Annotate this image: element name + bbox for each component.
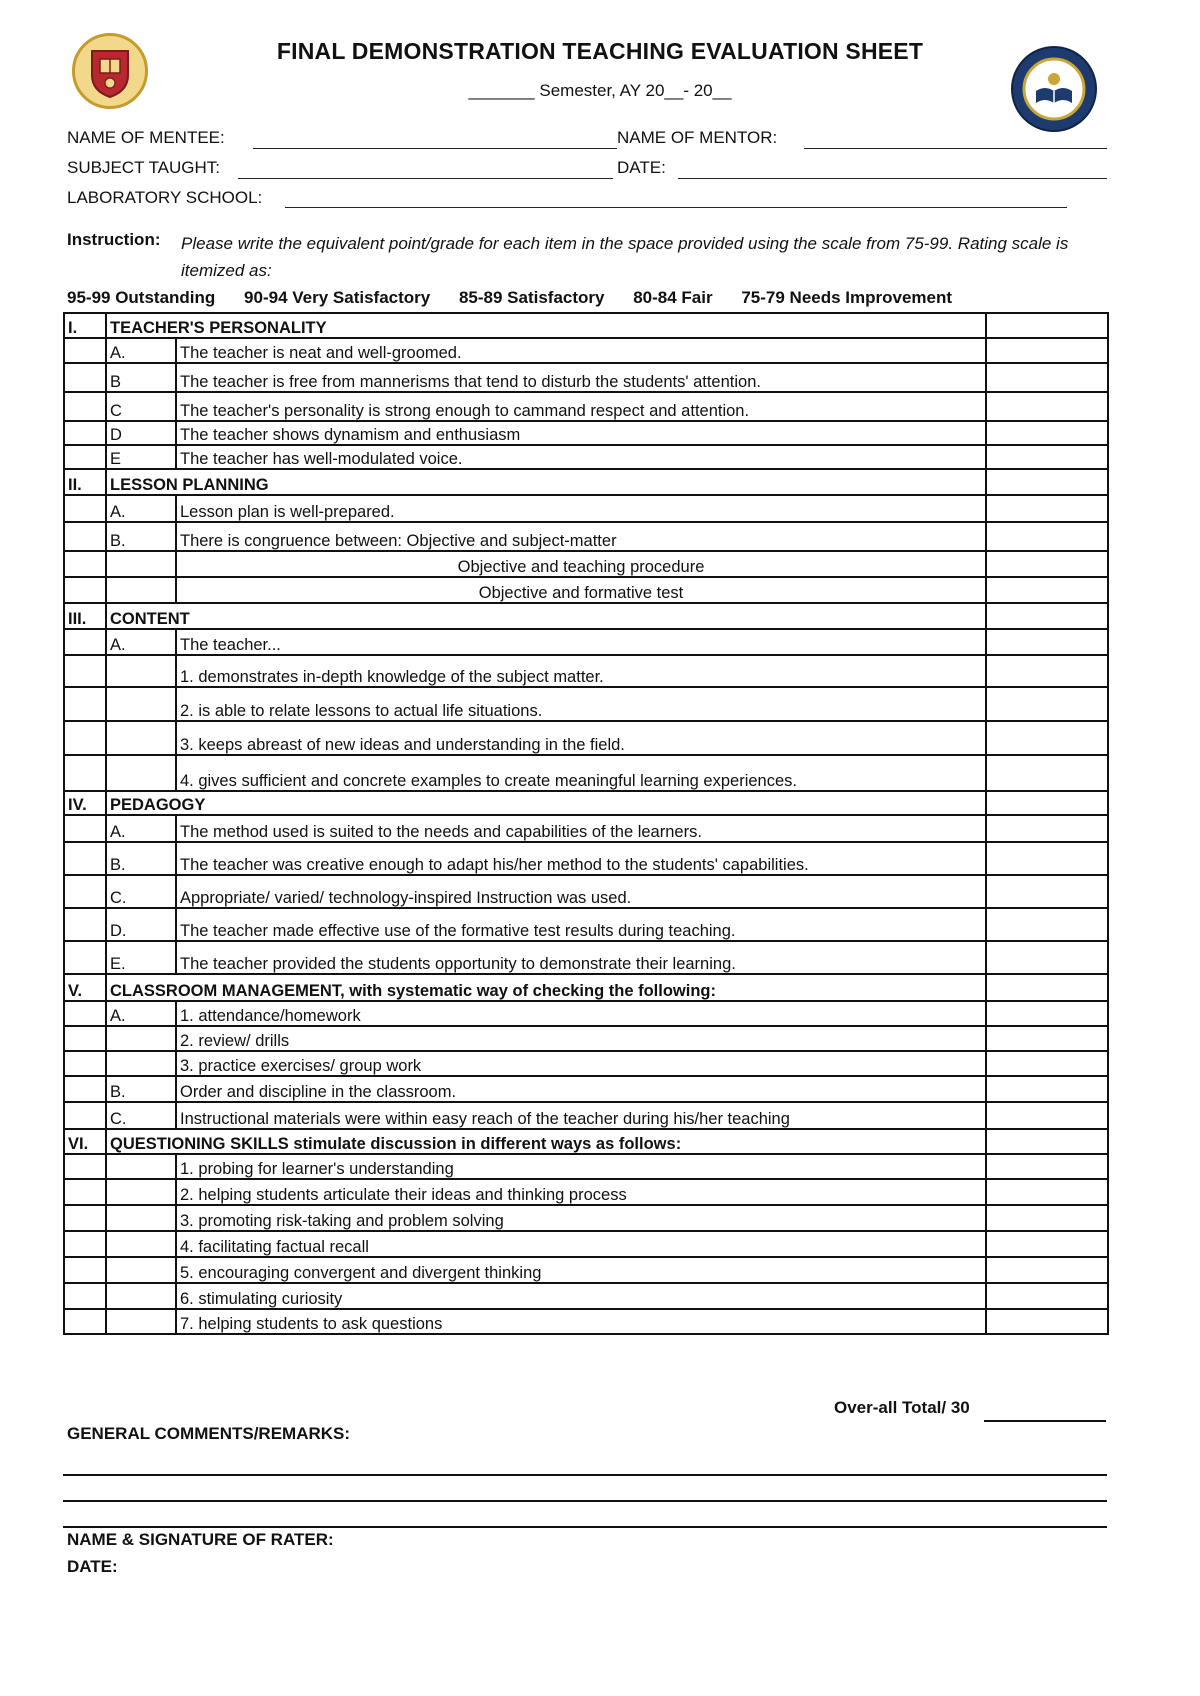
rating-cell[interactable] [986, 421, 1108, 445]
section-number [64, 815, 106, 842]
criterion-text: Instructional materials were within easy reach of the teacher during his/her teaching [176, 1102, 986, 1129]
rating-cell[interactable] [986, 445, 1108, 469]
section-number [64, 1179, 106, 1205]
item-letter: B. [106, 842, 176, 875]
criterion-text: 1. demonstrates in-depth knowledge of the subject matter. [176, 655, 986, 687]
section-number [64, 1051, 106, 1076]
section-number [64, 1309, 106, 1334]
rater-label: NAME & SIGNATURE OF RATER: [67, 1530, 334, 1549]
table-row [64, 1026, 1108, 1051]
comments-line-1[interactable] [63, 1474, 1107, 1476]
item-letter: E. [106, 941, 176, 974]
section-number: I. [64, 313, 106, 338]
item-letter: A. [106, 338, 176, 363]
rating-cell[interactable] [986, 941, 1108, 974]
criterion-text: 1. attendance/homework [176, 1001, 986, 1026]
rating-cell[interactable] [986, 469, 1108, 495]
table-row [64, 1283, 1108, 1309]
section-number [64, 1283, 106, 1309]
instruction-text: Please write the equivalent point/grade for each item in the space provided using the scale from 75-99. Rating scale is itemized as: [181, 234, 1069, 280]
rating-cell[interactable] [986, 363, 1108, 392]
scale-very-satisfactory: 90-94 Very Satisfactory [244, 288, 431, 307]
comments-label: GENERAL COMMENTS/REMARKS: [67, 1424, 351, 1443]
table-row [64, 1231, 1108, 1257]
section-number [64, 842, 106, 875]
criterion-text: The teacher's personality is strong enough to cammand respect and attention. [176, 392, 986, 421]
section-number [64, 721, 106, 755]
item-letter: C. [106, 1102, 176, 1129]
item-letter [106, 1231, 176, 1257]
section-number [64, 1026, 106, 1051]
rating-cell[interactable] [986, 791, 1108, 815]
criterion-text: 2. helping students articulate their ideas and thinking process [176, 1179, 986, 1205]
rating-cell[interactable] [986, 1102, 1108, 1129]
date-field[interactable] [678, 178, 1107, 179]
table-row [64, 687, 1108, 721]
criterion-text: There is congruence between: Objective and subject-matter [176, 522, 986, 551]
table-row [64, 522, 1108, 551]
rating-scale [67, 288, 976, 308]
section-number [64, 1205, 106, 1231]
section-number [64, 687, 106, 721]
item-letter: C [106, 392, 176, 421]
section-number [64, 655, 106, 687]
criterion-text: Objective and formative test [176, 577, 986, 603]
rating-cell[interactable] [986, 974, 1108, 1001]
item-letter: B. [106, 522, 176, 551]
subject-field[interactable] [238, 178, 613, 179]
mentor-label: NAME OF MENTOR: [617, 128, 778, 147]
criterion-text: The teacher shows dynamism and enthusiasm [176, 421, 986, 445]
criterion-text: 4. facilitating factual recall [176, 1231, 986, 1257]
item-letter [106, 1026, 176, 1051]
item-letter: B [106, 363, 176, 392]
section-heading: CONTENT [106, 603, 986, 629]
section-number: III. [64, 603, 106, 629]
item-letter [106, 1154, 176, 1179]
table-row [64, 577, 1108, 603]
section-number [64, 1076, 106, 1102]
criterion-text: Objective and teaching procedure [176, 551, 986, 577]
criterion-text: The method used is suited to the needs and capabilities of the learners. [176, 815, 986, 842]
table-row [64, 338, 1108, 363]
item-letter [106, 1179, 176, 1205]
table-row [64, 1179, 1108, 1205]
table-row [64, 551, 1108, 577]
table-row [64, 469, 1108, 495]
section-number [64, 577, 106, 603]
table-row [64, 1309, 1108, 1334]
criterion-text: 1. probing for learner's understanding [176, 1154, 986, 1179]
comments-line-2[interactable] [63, 1500, 1107, 1502]
evaluation-table [63, 312, 1109, 1335]
table-row [64, 313, 1108, 338]
section-heading: CLASSROOM MANAGEMENT, with systematic way of checking the following: [106, 974, 986, 1001]
item-letter [106, 551, 176, 577]
table-row [64, 908, 1108, 941]
overall-total-label: Over-all Total/ 30 [834, 1398, 970, 1417]
table-row [64, 875, 1108, 908]
item-letter: A. [106, 495, 176, 522]
criterion-text: The teacher provided the students opportunity to demonstrate their learning. [176, 941, 986, 974]
section-number [64, 908, 106, 941]
section-heading: PEDAGOGY [106, 791, 986, 815]
table-row [64, 445, 1108, 469]
table-row [64, 1154, 1108, 1179]
section-number [64, 629, 106, 655]
section-number [64, 495, 106, 522]
section-number [64, 338, 106, 363]
section-number [64, 1001, 106, 1026]
table-row [64, 842, 1108, 875]
table-row [64, 1001, 1108, 1026]
table-row [64, 495, 1108, 522]
table-row [64, 1257, 1108, 1283]
rating-cell[interactable] [986, 1129, 1108, 1154]
rating-cell[interactable] [986, 577, 1108, 603]
school-field[interactable] [285, 207, 1067, 208]
item-letter: A. [106, 815, 176, 842]
criterion-text: The teacher made effective use of the formative test results during teaching. [176, 908, 986, 941]
item-letter: A. [106, 629, 176, 655]
rating-cell[interactable] [986, 815, 1108, 842]
mentee-field[interactable] [253, 148, 617, 149]
criterion-text: 7. helping students to ask questions [176, 1309, 986, 1334]
item-letter [106, 655, 176, 687]
section-number [64, 1102, 106, 1129]
section-number [64, 875, 106, 908]
section-number [64, 1154, 106, 1179]
section-number: VI. [64, 1129, 106, 1154]
rating-cell[interactable] [986, 1309, 1108, 1334]
item-letter [106, 721, 176, 755]
criterion-text: 5. encouraging convergent and divergent thinking [176, 1257, 986, 1283]
rating-cell[interactable] [986, 655, 1108, 687]
section-number [64, 421, 106, 445]
item-letter [106, 1283, 176, 1309]
table-row [64, 791, 1108, 815]
school-label: LABORATORY SCHOOL: [67, 188, 263, 207]
table-row [64, 421, 1108, 445]
rating-cell[interactable] [986, 551, 1108, 577]
mentor-field[interactable] [804, 148, 1107, 149]
table-row [64, 815, 1108, 842]
rating-cell[interactable] [986, 313, 1108, 338]
criterion-text: 3. keeps abreast of new ideas and understanding in the field. [176, 721, 986, 755]
item-letter: E [106, 445, 176, 469]
rating-cell[interactable] [986, 842, 1108, 875]
section-number: II. [64, 469, 106, 495]
section-heading: QUESTIONING SKILLS stimulate discussion in different ways as follows: [106, 1129, 986, 1154]
item-letter [106, 1309, 176, 1334]
table-row [64, 974, 1108, 1001]
section-number: V. [64, 974, 106, 1001]
table-row [64, 363, 1108, 392]
overall-total-field[interactable] [984, 1420, 1106, 1422]
criterion-text: The teacher is neat and well-groomed. [176, 338, 986, 363]
section-number [64, 363, 106, 392]
date-label: DATE: [617, 158, 666, 177]
rating-cell[interactable] [986, 1076, 1108, 1102]
criterion-text: Appropriate/ varied/ technology-inspired Instruction was used. [176, 875, 986, 908]
section-number [64, 1231, 106, 1257]
scale-fair: 80-84 Fair [633, 288, 713, 307]
section-number: IV. [64, 791, 106, 815]
criterion-text: The teacher has well-modulated voice. [176, 445, 986, 469]
rating-cell[interactable] [986, 392, 1108, 421]
rating-cell[interactable] [986, 1051, 1108, 1076]
table-row [64, 655, 1108, 687]
item-letter [106, 1205, 176, 1231]
rating-cell[interactable] [986, 1231, 1108, 1257]
rating-cell[interactable] [986, 522, 1108, 551]
rating-cell[interactable] [986, 495, 1108, 522]
criterion-text: 6. stimulating curiosity [176, 1283, 986, 1309]
comments-line-3[interactable] [63, 1526, 1107, 1528]
criterion-text: The teacher... [176, 629, 986, 655]
table-row [64, 1129, 1108, 1154]
rating-cell[interactable] [986, 755, 1108, 791]
criterion-text: 3. promoting risk-taking and problem solving [176, 1205, 986, 1231]
rating-cell[interactable] [986, 603, 1108, 629]
subject-label: SUBJECT TAUGHT: [67, 158, 221, 177]
item-letter [106, 1051, 176, 1076]
table-row [64, 1102, 1108, 1129]
table-row [64, 1076, 1108, 1102]
item-letter: D. [106, 908, 176, 941]
table-row [64, 721, 1108, 755]
section-number [64, 941, 106, 974]
rating-cell[interactable] [986, 908, 1108, 941]
section-number [64, 445, 106, 469]
criterion-text: 4. gives sufficient and concrete examples to create meaningful learning experiences. [176, 755, 986, 791]
rating-cell[interactable] [986, 1205, 1108, 1231]
item-letter [106, 1257, 176, 1283]
criterion-text: Order and discipline in the classroom. [176, 1076, 986, 1102]
rating-cell[interactable] [986, 1001, 1108, 1026]
mentee-label: NAME OF MENTEE: [67, 128, 225, 147]
item-letter [106, 755, 176, 791]
table-row [64, 603, 1108, 629]
rating-cell[interactable] [986, 338, 1108, 363]
item-letter [106, 577, 176, 603]
table-row [64, 1051, 1108, 1076]
table-row [64, 629, 1108, 655]
rating-cell[interactable] [986, 629, 1108, 655]
rating-cell[interactable] [986, 1179, 1108, 1205]
scale-satisfactory: 85-89 Satisfactory [458, 288, 605, 307]
instruction-label: Instruction: [67, 230, 161, 249]
rater-date-label: DATE: [67, 1557, 118, 1576]
scale-outstanding: 95-99 Outstanding [67, 288, 216, 307]
criterion-text: The teacher was creative enough to adapt his/her method to the students' capabilities. [176, 842, 986, 875]
rating-cell[interactable] [986, 1154, 1108, 1179]
section-number [64, 392, 106, 421]
item-letter: C. [106, 875, 176, 908]
rating-cell[interactable] [986, 1257, 1108, 1283]
table-row [64, 755, 1108, 791]
criterion-text: The teacher is free from mannerisms that tend to disturb the students' attention. [176, 363, 986, 392]
semester-line: _______ Semester, AY 20__- 20__ [468, 81, 732, 100]
section-heading: TEACHER'S PERSONALITY [106, 313, 986, 338]
item-letter: B. [106, 1076, 176, 1102]
rating-cell[interactable] [986, 875, 1108, 908]
table-row [64, 1205, 1108, 1231]
section-number [64, 1257, 106, 1283]
section-number [64, 551, 106, 577]
section-number [64, 755, 106, 791]
document-title: FINAL DEMONSTRATION TEACHING EVALUATION SHEET [276, 38, 924, 64]
table-row [64, 392, 1108, 421]
item-letter [106, 687, 176, 721]
section-number [64, 522, 106, 551]
criterion-text: Lesson plan is well-prepared. [176, 495, 986, 522]
rating-cell[interactable] [986, 721, 1108, 755]
rating-cell[interactable] [986, 1283, 1108, 1309]
criterion-text: 2. is able to relate lessons to actual life situations. [176, 687, 986, 721]
criterion-text: 2. review/ drills [176, 1026, 986, 1051]
item-letter: D [106, 421, 176, 445]
rating-cell[interactable] [986, 687, 1108, 721]
scale-needs-improvement: 75-79 Needs Improvement [741, 288, 953, 307]
rating-cell[interactable] [986, 1026, 1108, 1051]
table-row [64, 941, 1108, 974]
section-heading: LESSON PLANNING [106, 469, 986, 495]
criterion-text: 3. practice exercises/ group work [176, 1051, 986, 1076]
item-letter: A. [106, 1001, 176, 1026]
